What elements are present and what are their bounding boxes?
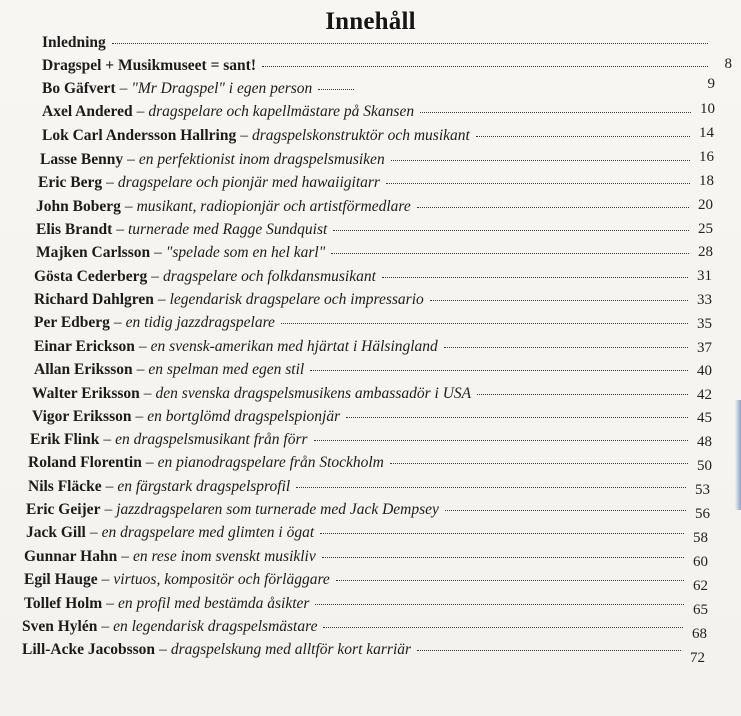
toc-entry[interactable] xyxy=(24,547,690,567)
dot-leader xyxy=(390,463,688,464)
dot-leader xyxy=(296,487,686,488)
page-number: 48 xyxy=(697,434,712,450)
entry-description: en dragspelare med glimten i ögat xyxy=(101,524,315,541)
entry-name: Jack Gill xyxy=(26,524,86,541)
page-number: 56 xyxy=(695,506,710,522)
page-number: 72 xyxy=(690,650,705,666)
toc-entry[interactable] xyxy=(28,453,694,473)
entry-name: Gösta Cederberg xyxy=(34,268,148,285)
entry-separator: – xyxy=(135,408,144,425)
entry-description: en spelman med egen stil xyxy=(148,361,305,378)
entry-name: Richard Dahlgren xyxy=(34,291,154,308)
entry-description: dragspelare och folkdansmusikant xyxy=(162,268,376,285)
page-number: 25 xyxy=(698,221,713,237)
entry-description: en perfektionist inom dragspelsmusiken xyxy=(138,151,385,168)
dot-leader xyxy=(391,160,690,161)
entry-name: Elis Brandt xyxy=(36,221,113,238)
page-number: 14 xyxy=(699,125,714,141)
entry-description: en dragspelsmusikant från förr xyxy=(115,431,308,448)
entry-separator: – xyxy=(121,548,129,565)
toc-entry[interactable] xyxy=(26,500,692,520)
page-number: 16 xyxy=(699,149,714,165)
dot-leader xyxy=(420,112,691,113)
toc-entry[interactable] xyxy=(42,56,714,76)
entry-name: Egil Hauge xyxy=(24,571,98,588)
page-number: 40 xyxy=(697,363,712,379)
entry-name: Nils Fläcke xyxy=(28,478,102,495)
entry-name: Majken Carlsson xyxy=(36,244,151,261)
dot-leader xyxy=(281,323,688,324)
toc-entry[interactable] xyxy=(34,360,694,380)
entry-separator: – xyxy=(240,127,248,144)
entry-description: dragspelare och kapellmästare på Skansen xyxy=(148,103,415,120)
entry-description: turnerade med Ragge Sundquist xyxy=(127,221,328,238)
dot-leader xyxy=(430,300,688,301)
toc-entry[interactable] xyxy=(42,126,696,146)
entry-description: "spelade som en hel karl" xyxy=(165,244,326,261)
entry-separator: – xyxy=(136,361,145,378)
page-number: 65 xyxy=(693,602,708,618)
entry-description: en bortglömd dragspelspionjär xyxy=(147,408,341,425)
toc-entry[interactable] xyxy=(24,570,690,590)
entry-separator: – xyxy=(138,338,147,355)
entry-name: Einar Erickson xyxy=(34,338,135,355)
entry-description: en färgstark dragspelsprofil xyxy=(117,478,291,495)
entry-name: Lasse Benny xyxy=(40,151,124,168)
toc-entry[interactable] xyxy=(34,337,694,357)
entry-separator: – xyxy=(89,524,98,541)
entry-description: dragspelskonstruktör och musikant xyxy=(251,127,470,144)
table-of-contents xyxy=(0,30,741,716)
page-number: 62 xyxy=(693,578,708,594)
entry-separator: – xyxy=(104,501,113,518)
dot-leader xyxy=(322,557,684,558)
dot-leader xyxy=(336,580,684,581)
page-number: 45 xyxy=(697,410,712,426)
toc-entry[interactable] xyxy=(36,220,695,240)
entry-description: virtuos, kompositör och förläggare xyxy=(113,571,330,588)
page-number: 37 xyxy=(697,340,712,356)
dot-leader xyxy=(476,136,690,137)
entry-name: Allan Eriksson xyxy=(34,361,133,378)
entry-description: en profil med bestämda åsikter xyxy=(117,595,310,612)
page-number: 68 xyxy=(692,626,707,642)
dot-leader xyxy=(477,394,688,395)
toc-entry[interactable] xyxy=(26,523,690,543)
dot-leader xyxy=(262,66,708,67)
entry-separator: – xyxy=(159,641,167,658)
page-edge-mark xyxy=(735,400,741,510)
entry-name: Eric Geijer xyxy=(26,501,101,518)
entry-name: Eric Berg xyxy=(38,174,103,191)
toc-entry[interactable] xyxy=(40,150,696,170)
toc-entry[interactable] xyxy=(30,430,694,450)
dot-leader xyxy=(444,347,688,348)
page-number: 18 xyxy=(699,173,714,189)
dot-leader xyxy=(331,253,689,254)
entry-description: en rese inom svenskt musikliv xyxy=(132,548,316,565)
entry-name: Walter Eriksson xyxy=(32,385,140,402)
entry-separator: – xyxy=(116,221,124,238)
entry-separator: – xyxy=(101,571,110,588)
entry-name: Tollef Holm xyxy=(24,595,103,612)
entry-description: en svensk-amerikan med hjärtat i Hälsingland xyxy=(150,338,438,355)
page-number: 60 xyxy=(693,554,708,570)
dot-leader xyxy=(310,370,688,371)
entry-description: den svenska dragspelsmusikens ambassadör i USA xyxy=(155,385,472,402)
entry-separator: – xyxy=(154,244,162,261)
toc-entry[interactable] xyxy=(28,477,692,497)
dot-leader xyxy=(323,627,683,628)
entry-separator: – xyxy=(106,174,114,191)
toc-entry[interactable] xyxy=(22,640,687,660)
entry-separator: – xyxy=(143,385,152,402)
page-number: 28 xyxy=(698,244,713,260)
entry-separator: – xyxy=(113,314,122,331)
page-number: 50 xyxy=(697,458,712,474)
page-number: 10 xyxy=(700,101,715,117)
entry-name: Axel Andered xyxy=(42,103,133,120)
toc-entry[interactable] xyxy=(22,617,689,637)
entry-name: Lill-Acke Jacobsson xyxy=(22,641,156,658)
dot-leader xyxy=(417,650,681,651)
entry-description: en tidig jazzdragspelare xyxy=(125,314,275,331)
entry-separator: – xyxy=(145,454,154,471)
page-number: 53 xyxy=(695,482,710,498)
page-number: 20 xyxy=(698,197,713,213)
dot-leader xyxy=(314,440,688,441)
page-number: 33 xyxy=(697,292,712,308)
entry-separator: – xyxy=(127,151,135,168)
page-title: Innehåll xyxy=(325,8,416,35)
page-number: 9 xyxy=(707,76,715,92)
entry-name: Sven Hylén xyxy=(22,618,98,635)
entry-name: Gunnar Hahn xyxy=(24,548,118,565)
entry-description: dragspelskung med alltför kort karriär xyxy=(170,641,412,658)
toc-entry[interactable] xyxy=(42,102,697,122)
page-number: 35 xyxy=(697,316,712,332)
entry-separator: – xyxy=(101,618,110,635)
entry-description: dragspelare och pionjär med hawaiigitarr xyxy=(117,174,380,191)
entry-separator: – xyxy=(105,478,114,495)
entry-name: Vigor Eriksson xyxy=(32,408,132,425)
toc-entry[interactable] xyxy=(32,407,694,427)
dot-leader xyxy=(315,604,684,605)
entry-name: Roland Florentin xyxy=(28,454,142,471)
toc-entry[interactable] xyxy=(38,173,696,193)
dot-leader xyxy=(346,417,688,418)
entry-description: en pianodragspelare från Stockholm xyxy=(157,454,384,471)
toc-entry[interactable] xyxy=(34,290,694,310)
toc-entry[interactable] xyxy=(42,33,714,53)
entry-separator: – xyxy=(151,268,159,285)
page-number: 8 xyxy=(724,56,732,72)
page-number: 42 xyxy=(697,387,712,403)
entry-separator: – xyxy=(106,595,114,612)
entry-name: John Boberg xyxy=(36,198,121,215)
dot-leader xyxy=(386,183,690,184)
entry-description: legendarisk dragspelare och impressario xyxy=(169,291,424,308)
dot-leader xyxy=(320,533,684,534)
toc-entry[interactable] xyxy=(32,384,694,404)
entry-name: Bo Gäfvert xyxy=(42,80,116,97)
toc-entry[interactable] xyxy=(42,79,360,99)
entry-name: Dragspel + Musikmuseet = sant! xyxy=(42,57,256,74)
entry-description: musikant, radiopionjär och artistförmedlare xyxy=(136,198,411,215)
entry-separator: – xyxy=(157,291,166,308)
entry-separator: – xyxy=(136,103,145,120)
entry-name: Erik Flink xyxy=(30,431,100,448)
dot-leader xyxy=(112,43,708,44)
page-number: 31 xyxy=(697,268,712,284)
entry-separator: – xyxy=(119,80,128,97)
entry-separator: – xyxy=(103,431,112,448)
toc-entry[interactable] xyxy=(24,594,690,614)
toc-entry[interactable] xyxy=(34,267,694,287)
dot-leader xyxy=(318,89,354,90)
entry-description: jazzdragspelaren som turnerade med Jack Dempsey xyxy=(116,501,439,518)
toc-entry[interactable] xyxy=(34,313,694,333)
dot-leader xyxy=(382,277,688,278)
dot-leader xyxy=(417,207,689,208)
entry-name: Inledning xyxy=(42,34,106,51)
entry-description: en legendarisk dragspelsmästare xyxy=(113,618,318,635)
dot-leader xyxy=(333,230,689,231)
entry-name: Lok Carl Andersson Hallring xyxy=(42,127,237,144)
entry-separator: – xyxy=(124,198,133,215)
page-number: 58 xyxy=(693,530,708,546)
dot-leader xyxy=(445,510,686,511)
entry-name: Per Edberg xyxy=(34,314,110,331)
toc-entry[interactable] xyxy=(36,243,695,263)
toc-entry[interactable] xyxy=(36,197,695,217)
entry-description: "Mr Dragspel" i egen person xyxy=(131,80,313,97)
